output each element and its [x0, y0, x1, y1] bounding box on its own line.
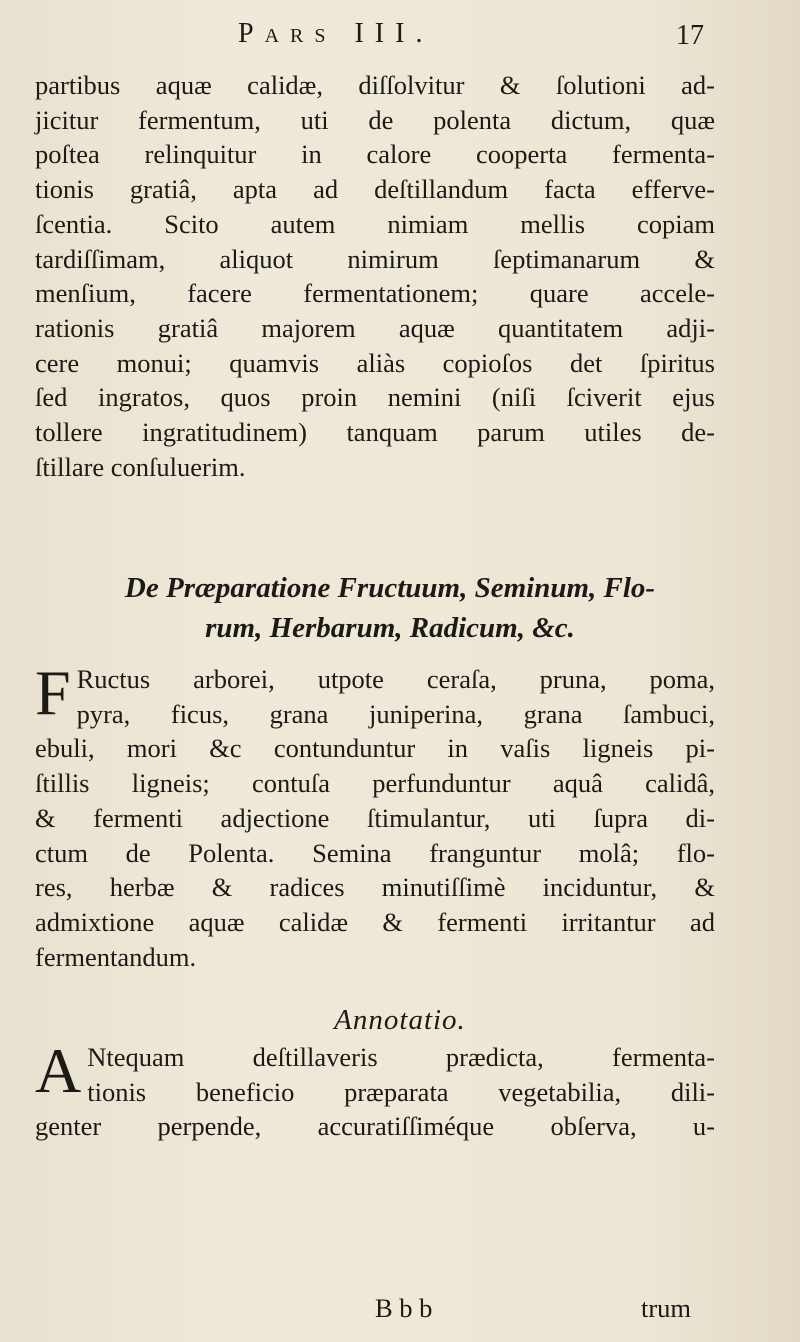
- text-line: tionis beneficio præparata vegetabilia, dili-: [87, 1076, 715, 1107]
- section-paragraph: [35, 657, 715, 974]
- running-head: Pars III.: [238, 18, 434, 49]
- text-line: res, herbæ & radices minutiſſimè inciduntur, &: [35, 872, 715, 903]
- section-heading: [60, 568, 720, 648]
- text-line: ſcentia. Scito autem nimiam mellis copiam: [35, 208, 715, 239]
- text-line: menſium, facere fermentationem; quare accele-: [35, 278, 715, 309]
- catchword: trum: [641, 1293, 692, 1323]
- text-line: ſtillis ligneis; contuſa perfunduntur aquâ calidâ,: [35, 768, 715, 799]
- text-line: rationis gratiâ majorem aquæ quantitatem adji-: [35, 312, 715, 343]
- signature-mark: B b b: [375, 1293, 433, 1323]
- text-line: genter perpende, accuratiſſiméque obſerva, u-: [35, 1111, 715, 1142]
- annotatio-paragraph: [35, 1035, 715, 1144]
- text-line: ctum de Polenta. Semina franguntur molâ; flo-: [35, 837, 715, 868]
- text-line: tollere ingratitudinem) tanquam parum utiles de-: [35, 417, 715, 448]
- text-line: jicitur fermentum, uti de polenta dictum, quæ: [35, 104, 715, 135]
- text-line: tionis gratiâ, apta ad deſtillandum facta efferve-: [35, 174, 715, 205]
- intro-paragraph: [35, 68, 715, 484]
- text-line: Ructus arborei, utpote ceraſa, pruna, poma,: [76, 664, 715, 694]
- text-line: fermentandum.: [35, 941, 197, 972]
- section-heading-line: rum, Herbarum, Radicum, &c.: [205, 612, 575, 644]
- text-line: ſed ingratos, quos proin nemini (niſi ſciverit ejus: [35, 382, 715, 413]
- drop-cap: A: [35, 1035, 82, 1106]
- text-line: ebuli, mori &c contunduntur in vaſis ligneis pi-: [35, 733, 715, 764]
- annotatio-title: Annotatio.: [334, 1004, 466, 1036]
- text-line: tardiſſimam, aliquot nimirum ſeptimanarum &: [35, 243, 715, 274]
- text-line: admixtione aquæ calidæ & fermenti irritantur ad: [35, 906, 715, 937]
- text-line: cere monui; quamvis aliàs copioſos det ſpiritus: [35, 347, 715, 378]
- page-number: 17: [676, 20, 704, 51]
- text-line: ſtillare conſuluerim.: [35, 451, 246, 482]
- drop-cap: F: [35, 657, 71, 728]
- text-line: & fermenti adjectione ſtimulantur, uti ſupra di-: [35, 802, 715, 833]
- section-heading-line: De Præparatione Fructuum, Seminum, Flo-: [124, 572, 656, 604]
- page-header: [0, 14, 800, 64]
- text-line: pyra, ficus, grana juniperina, grana ſambuci,: [76, 698, 715, 729]
- text-line: Ntequam deſtillaveris prædicta, fermenta-: [87, 1042, 715, 1072]
- text-line: poſtea relinquitur in calore cooperta fermenta-: [35, 139, 715, 170]
- text-line: partibus aquæ calidæ, diſſolvitur & ſolutioni ad-: [35, 70, 715, 100]
